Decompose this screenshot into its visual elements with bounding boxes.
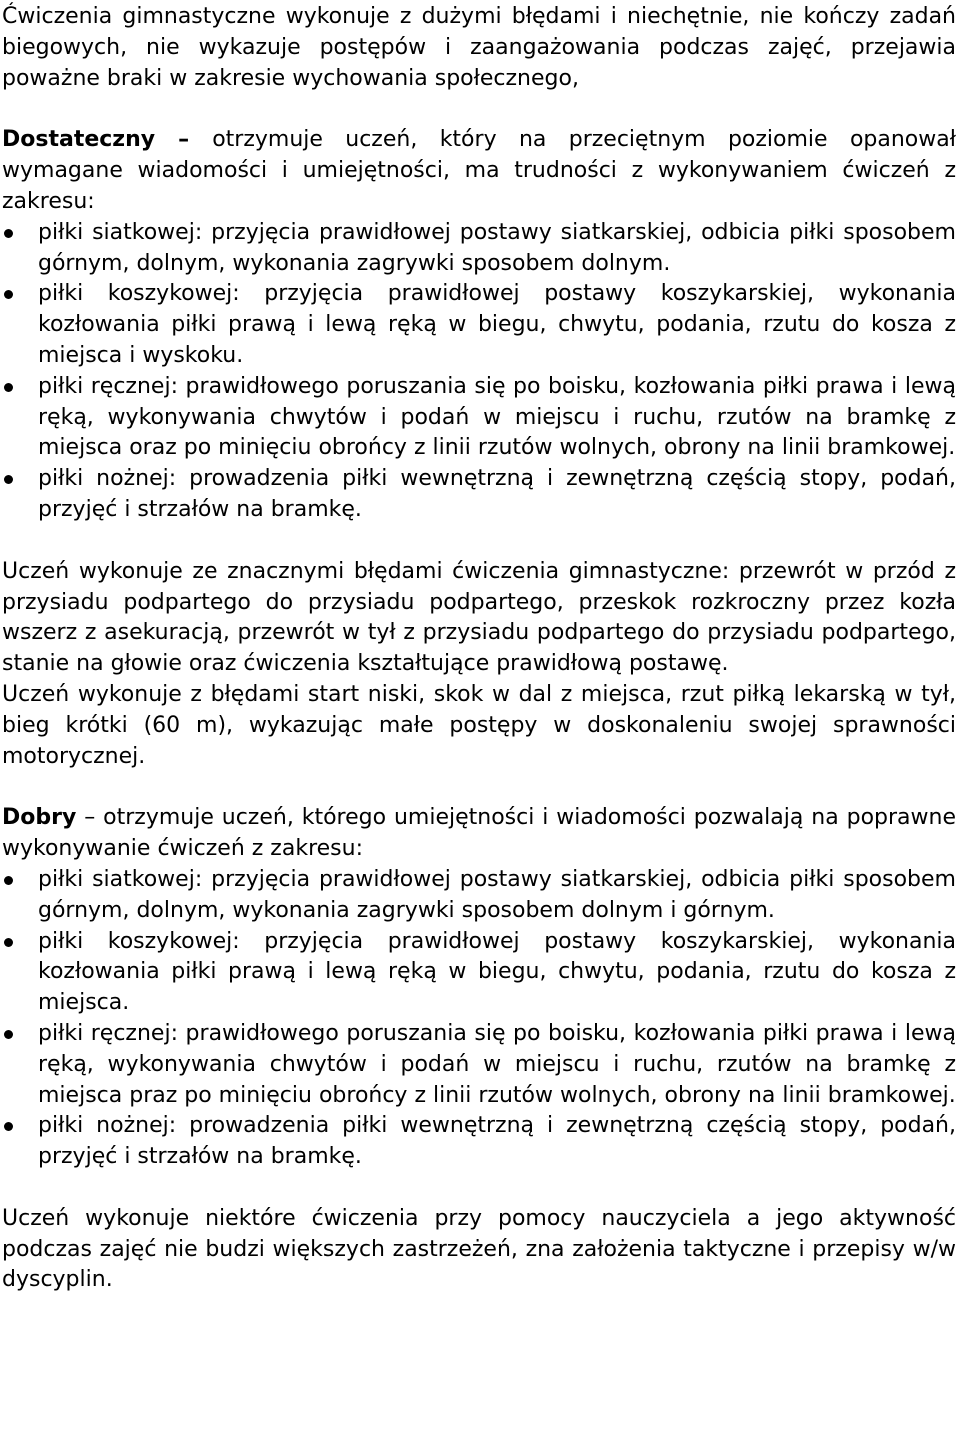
list-item: piłki ręcznej: prawidłowego poruszania się po boisku, kozłowania piłki prawa i lewą ręką, wykonywania chwytów i podań w miejscu i ruchu, rzutów na bramkę z miejsca praz po minięciu obrońcy z linii rzutów wolnych, obrony na linii bramkowej.: [2, 1019, 956, 1111]
dostateczny-paragraph-gymnastics: Uczeń wykonuje ze znacznymi błędami ćwiczenia gimnastyczne: przewrót w przód z przysiadu podpartego do przysiadu podpartego, przeskok rozkroczny przez kozła wszerz z asekuracją, przewrót w tył z przysiadu podpartego do przysiadu podpartego, stanie na głowie oraz ćwiczenia kształtujące prawidłową postawę.: [2, 558, 956, 677]
dostateczny-paragraph-athletics: Uczeń wykonuje z błędami start niski, skok w dal z miejsca, rzut piłką lekarską w tył, bieg krótki (60 m), wykazując małe postępy w doskonaleniu swojej sprawności motorycznej.: [2, 681, 956, 769]
intro-paragraph: Ćwiczenia gimnastyczne wykonuje z dużymi błędami i niechętnie, nie kończy zadań biegowych, nie wykazuje postępów i zaangażowania podczas zajęć, przejawia poważne braki w zakresie wychowania społecznego,: [2, 4, 956, 91]
dobry-paragraph: Uczeń wykonuje niektóre ćwiczenia przy pomocy nauczyciela a jego aktywność podczas zajęć nie budzi większych zastrzeżeń, zna założenia taktyczne i przepisy w/w dyscyplin.: [2, 1205, 956, 1293]
bullet-icon: [4, 290, 13, 299]
list-item: piłki nożnej: prowadzenia piłki wewnętrzną i zewnętrzną częścią stopy, podań, przyjęć i strzałów na bramkę.: [2, 464, 956, 526]
list-item: piłki koszykowej: przyjęcia prawidłowej postawy koszykarskiej, wykonania kozłowania piłki prawą i lewą ręką w biegu, chwytu, podania, rzutu do kosza z miejsca i wyskoku.: [2, 279, 956, 371]
grade-dash: –: [76, 805, 104, 831]
bullet-icon: [4, 229, 13, 238]
list-item: piłki ręcznej: prawidłowego poruszania się po boisku, kozłowania piłki prawa i lewą ręką, wykonywania chwytów i podań w miejscu i ruchu, rzutów na bramkę z miejsca oraz po minięciu obrońcy z linii rzutów wolnych, obrony na linii bramkowej.: [2, 372, 956, 464]
list-item: piłki siatkowej: przyjęcia prawidłowej postawy siatkarskiej, odbicia piłki sposobem górnym, dolnym, wykonania zagrywki sposobem dolnym.: [2, 218, 956, 280]
dostateczny-list: [2, 218, 956, 526]
bullet-icon: [4, 1122, 13, 1131]
dobry-heading-paragraph: [2, 803, 956, 865]
bullet-icon: [4, 383, 13, 392]
grade-dash: –: [155, 127, 213, 153]
grade-dostateczny: Dostateczny: [2, 127, 156, 153]
dobry-description: otrzymuje uczeń, którego umiejętności i wiadomości pozwalają na poprawne wykonywanie ćwiczeń z zakresu:: [2, 805, 956, 862]
dostateczny-description: otrzymuje uczeń, który na przeciętnym poziomie opanował wymagane wiadomości i umiejętności, ma trudności z wykonywaniem ćwiczeń z zakresu:: [2, 127, 956, 214]
list-item: piłki siatkowej: przyjęcia prawidłowej postawy siatkarskiej, odbicia piłki sposobem górnym, dolnym, wykonania zagrywki sposobem dolnym i górnym.: [2, 865, 956, 927]
list-item: piłki nożnej: prowadzenia piłki wewnętrzną i zewnętrzną częścią stopy, podań, przyjęć i strzałów na bramkę.: [2, 1111, 956, 1173]
dobry-list: [2, 865, 956, 1173]
bullet-icon: [4, 1030, 13, 1039]
grade-dobry: Dobry: [2, 805, 77, 831]
bullet-icon: [4, 876, 13, 885]
bullet-icon: [4, 475, 13, 484]
dostateczny-heading-paragraph: [2, 125, 956, 217]
bullet-icon: [4, 938, 13, 947]
list-item: piłki koszykowej: przyjęcia prawidłowej postawy koszykarskiej, wykonania kozłowania piłki prawą i lewą ręką w biegu, chwytu, podania, rzutu do kosza z miejsca.: [2, 927, 956, 1019]
